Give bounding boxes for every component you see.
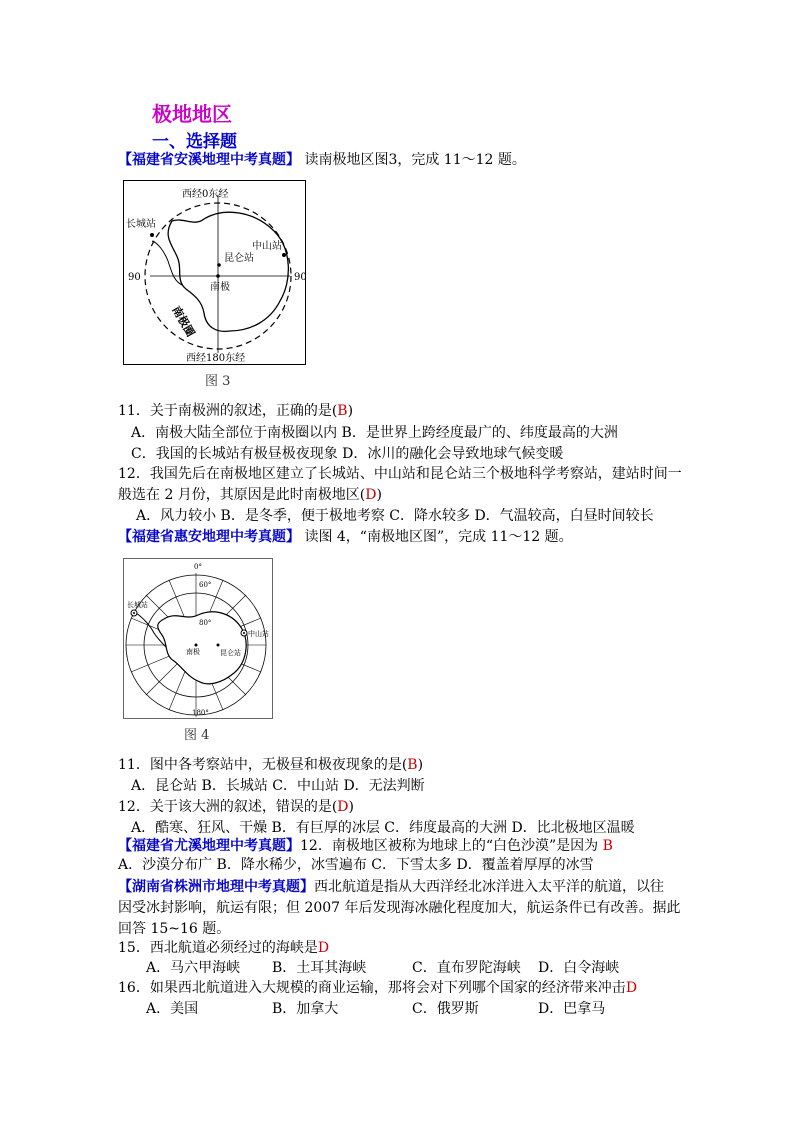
map4-kunlun-label: 昆仑站 <box>220 649 241 657</box>
question-block-1-header <box>118 150 526 170</box>
page-title: 极地地区 <box>152 102 232 126</box>
answer: D <box>625 980 638 996</box>
map4-lat80-label: 80° <box>199 619 212 627</box>
question-block-4-line1: 【湖南省株洲市地理中考真题】西北航道是指从大西洋经北冰洋进入太平洋的航道，以往 <box>118 879 664 895</box>
question-block-4-line3: 回答 15~16 题。 <box>118 921 231 937</box>
q16-stem: 16．如果西北航道进入大规模的商业运输，那将会对下列哪个国家的经济带来冲击D <box>118 980 638 996</box>
intro-text: 读南极地区图3，完成 11～12 题。 <box>300 152 526 168</box>
question-block-3: 【福建省尤溪地理中考真题】12．南极地区被称为地球上的“白色沙漠”是因为 B <box>118 838 613 854</box>
section-heading: 一、选择题 <box>152 132 237 152</box>
map3-right-label: 90 <box>294 272 307 283</box>
map3-southpole-label: 南极 <box>210 282 230 293</box>
source-tag: 【福建省尤溪地理中考真题】 <box>118 838 300 854</box>
answer: D <box>337 799 349 815</box>
map4-bottom-label: 180° <box>192 709 209 717</box>
q12b-options: A．酷寒、狂风、干燥 B．有巨厚的冰层 C．纬度最高的大洲 D．比北极地区温暖 <box>131 820 635 836</box>
q15-option-b: B．土耳其海峡 <box>272 960 367 976</box>
intro-text: 读图 4，“南极地区图”，完成 11～12 题。 <box>300 529 573 545</box>
map4-lat60-label: 60° <box>199 581 212 589</box>
q11a-stem: 11．关于南极洲的叙述，正确的是(B) <box>118 403 354 419</box>
answer: B <box>337 403 348 419</box>
q15-option-d: D．白令海峡 <box>538 960 620 976</box>
source-tag: 【福建省惠安地理中考真题】 <box>118 529 300 545</box>
q11b-options: A．昆仑站 B．长城站 C．中山站 D．无法判断 <box>131 778 425 794</box>
map3-circle-label: 南极圈 <box>169 304 198 340</box>
question-block-2-header <box>118 527 573 547</box>
q16-option-c: C．俄罗斯 <box>412 1001 479 1017</box>
q12a-stem-line1: 12．我国先后在南极地区建立了长城站、中山站和昆仑站三个极地科学考察站，建站时间一 <box>118 466 682 482</box>
question-block-4-line2: 因受冰封影响，航运有限；但 2007 年后发现海冰融化程度加大，航运条件已有改善。据此 <box>118 900 681 916</box>
q15-stem: 15．西北航道必须经过的海峡是D <box>118 940 330 956</box>
map4-southpole-label: 南极 <box>186 648 200 656</box>
map3-zhongshan-label: 中山站 <box>252 241 282 252</box>
answer: B <box>602 838 613 854</box>
map3-bottom-label: 西经180东经 <box>186 353 246 364</box>
q12b-stem: 12．关于该大洲的叙述，错误的是(D) <box>118 799 354 815</box>
answer: B <box>407 757 418 773</box>
q-block3-options: A．沙漠分布广 B．降水稀少，冰雪遍布 C．下雪太多 D．覆盖着厚厚的冰雪 <box>118 857 594 873</box>
map3-top-label: 西经0东经 <box>182 189 229 200</box>
q15-option-c: C．直布罗陀海峡 <box>412 960 521 976</box>
q12a-stem-line2: 般选在 2 月份，其原因是此时南极地区(D) <box>118 487 382 503</box>
q15-option-a: A．马六甲海峡 <box>146 960 241 976</box>
q12a-options: A．风力较小 B．是冬季，便于极地考察 C．降水较多 D．气温较高，白昼时间较长 <box>136 508 654 524</box>
figure-3-caption: 图 3 <box>205 374 231 389</box>
q11a-options-cd: C．我国的长城站有极昼极夜现象 D．冰川的融化会导致地球气候变暖 <box>131 446 564 462</box>
source-tag: 【福建省安溪地理中考真题】 <box>118 152 300 168</box>
map4-zhongshan-label: 中山站 <box>248 630 269 638</box>
q16-option-d: D．巴拿马 <box>538 1001 606 1017</box>
antarctic-map-4-svg <box>124 559 272 718</box>
map3-kunlun-label: 昆仑站 <box>224 253 254 264</box>
q16-option-a: A．美国 <box>146 1001 199 1017</box>
q11a-options-ab: A．南极大陆全部位于南极圈以内 B．是世界上跨经度最广的、纬度最高的大洲 <box>131 425 618 441</box>
antarctic-map-figure-4 <box>123 558 273 719</box>
map3-left-label: 90 <box>128 272 141 283</box>
answer: D <box>317 940 330 956</box>
q11b-stem: 11．图中各考察站中，无极昼和极夜现象的是(B) <box>118 757 424 773</box>
map3-changcheng-label: 长城站 <box>126 219 156 230</box>
figure-4-caption: 图 4 <box>184 728 210 743</box>
source-tag: 【湖南省株洲市地理中考真题】 <box>118 879 314 895</box>
antarctic-map-3-svg <box>124 181 305 364</box>
antarctic-map-figure-3 <box>123 180 306 365</box>
answer: D <box>365 487 377 503</box>
map4-changcheng-label: 长城站 <box>127 601 148 609</box>
map4-top-label: 0° <box>194 563 202 571</box>
q16-option-b: B．加拿大 <box>272 1001 339 1017</box>
